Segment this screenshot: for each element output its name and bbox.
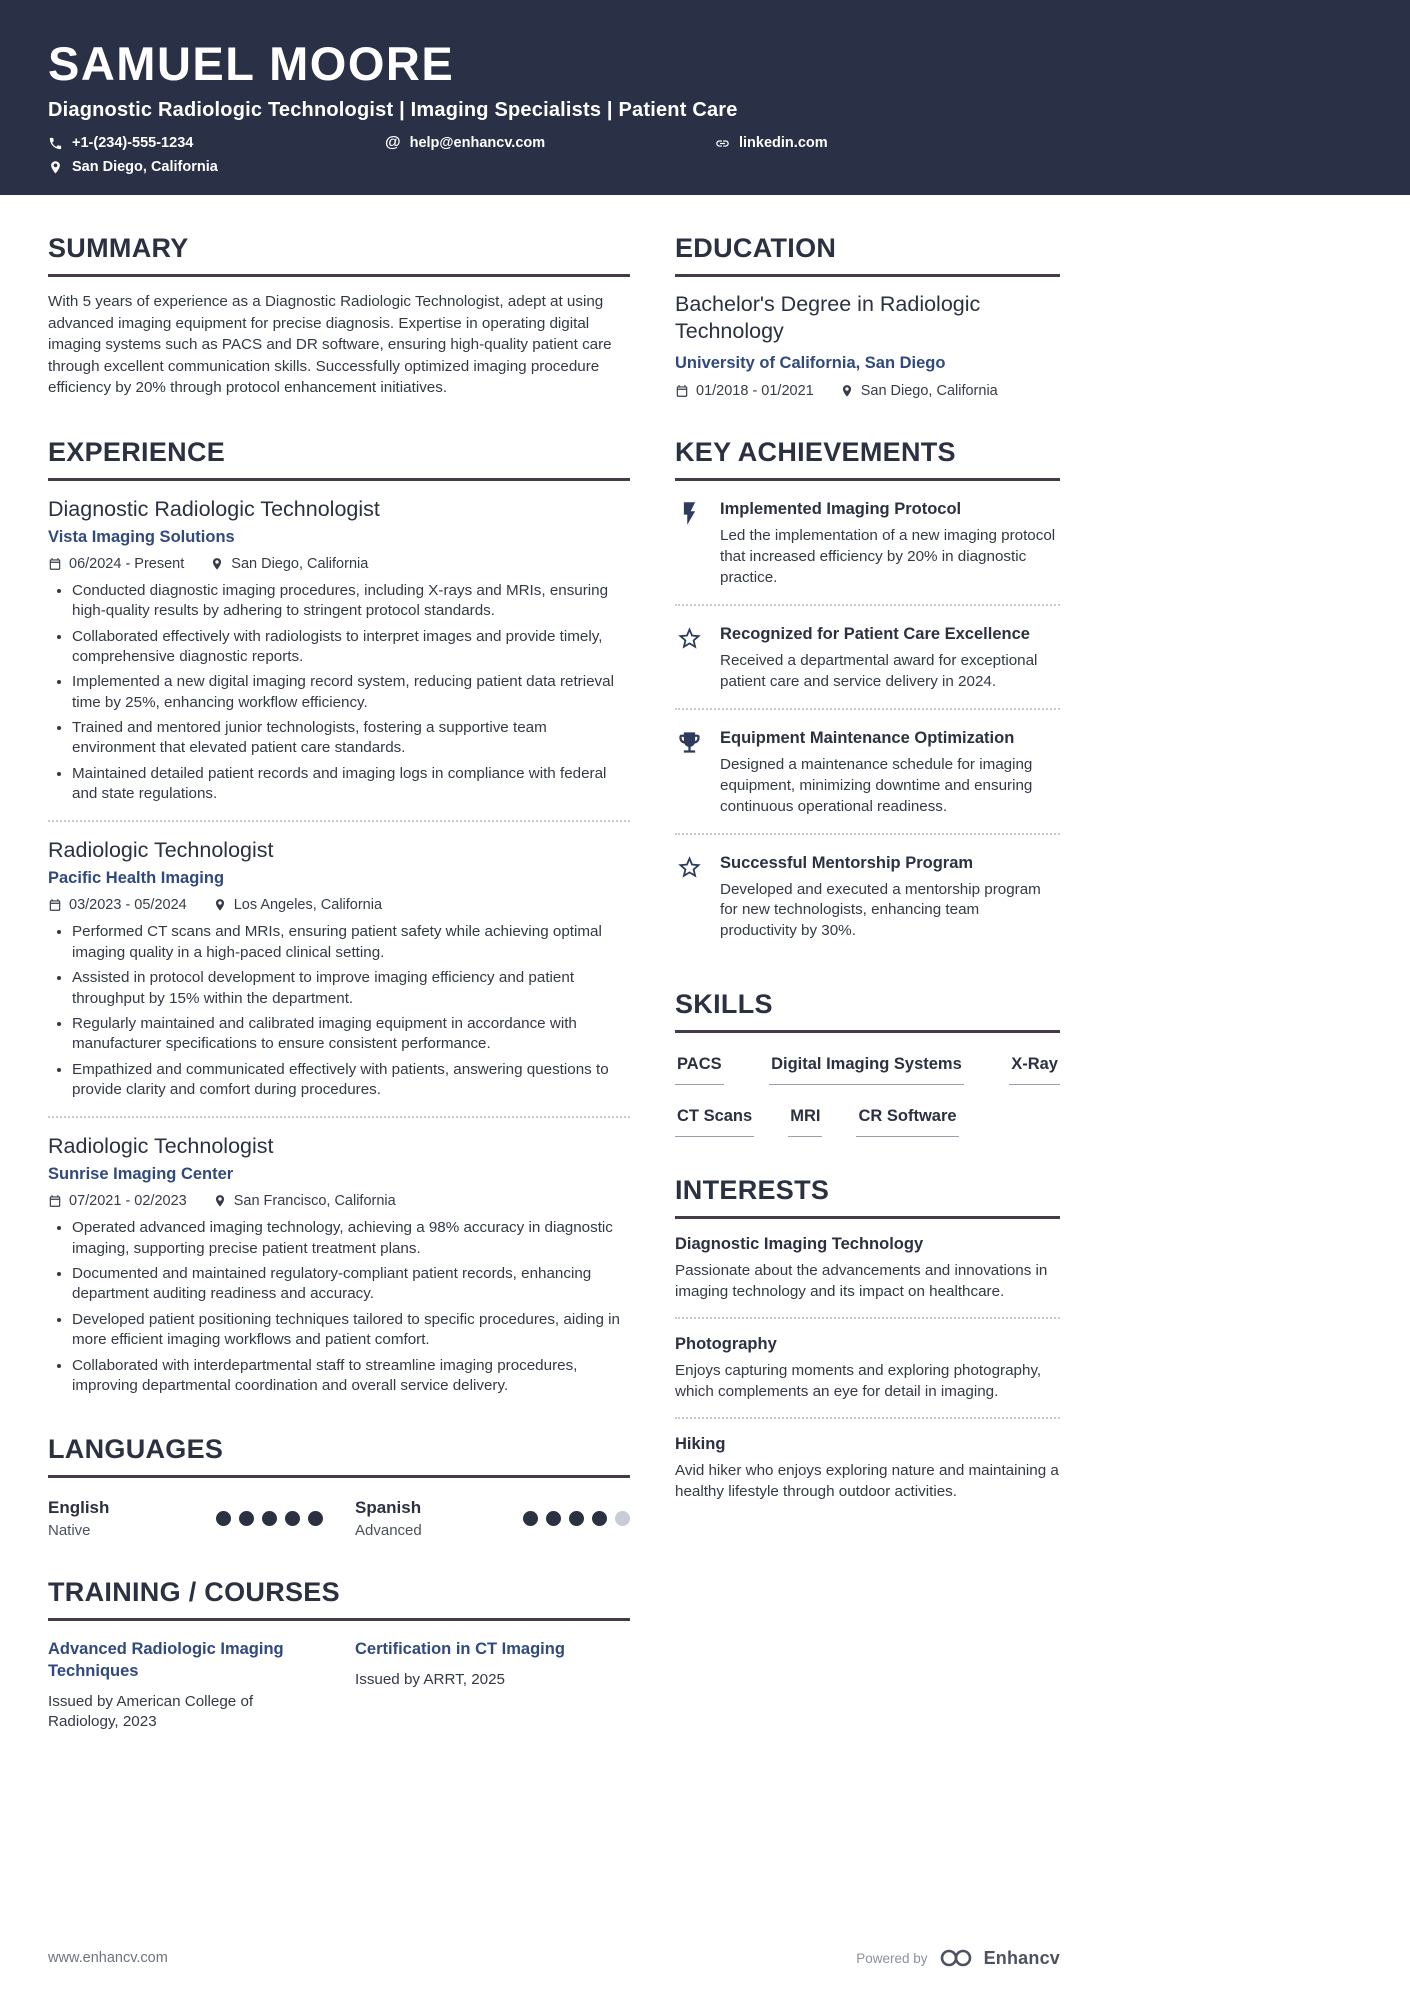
- job-title: Radiologic Technologist: [48, 838, 274, 863]
- dotted-divider: [675, 708, 1060, 710]
- email-address[interactable]: help@enhancv.com: [409, 135, 546, 151]
- job-meta: [48, 897, 630, 913]
- courses-list: [48, 1639, 630, 1733]
- achievement-text: Received a departmental award for exceptional patient care and service delivery in 2024.: [720, 651, 1038, 690]
- trophy-icon: [675, 729, 703, 818]
- education-meta: [675, 383, 1060, 399]
- job-bullets: [48, 581, 630, 805]
- languages-section: [48, 1434, 630, 1539]
- skill-item: CT Scans: [675, 1107, 754, 1137]
- course-issuer: Issued by American College of Radiology, 2023: [48, 1692, 254, 1731]
- language-name: English: [48, 1498, 110, 1518]
- achievement-title: Equipment Maintenance Optimization: [720, 728, 1015, 747]
- experience-heading: EXPERIENCE: [48, 437, 630, 481]
- link-icon: [715, 136, 730, 151]
- contact-row: [48, 135, 1060, 175]
- job-meta: [48, 1193, 630, 1209]
- interest-item: [675, 1327, 1060, 1409]
- job-dates: [48, 1193, 187, 1209]
- company-name: Sunrise Imaging Center: [48, 1165, 234, 1184]
- header: [0, 0, 1410, 195]
- skill-item: Digital Imaging Systems: [769, 1055, 964, 1085]
- candidate-title: Diagnostic Radiologic Technologist | Imaging Specialists | Patient Care: [48, 99, 738, 121]
- job-location: [213, 1193, 396, 1209]
- job-bullet: • Performed CT scans and MRIs, ensuring patient safety while achieving optimal imaging quality in a high-paced clinical setting.: [72, 922, 630, 963]
- course-issuer: Issued by ARRT, 2025: [355, 1671, 505, 1688]
- company-name: Vista Imaging Solutions: [48, 527, 235, 546]
- job-bullets: [48, 1218, 630, 1396]
- job-title: Diagnostic Radiologic Technologist: [48, 496, 380, 521]
- education-section: [675, 233, 1060, 399]
- job-bullet: • Empathized and communicated effectively with patients, answering questions to provide clarity and comfort during procedures.: [72, 1060, 630, 1101]
- job-bullet: • Trained and mentored junior technologists, fostering a supportive team environment that elevated patient care standards.: [72, 718, 630, 759]
- job-meta: [48, 556, 630, 572]
- company-name: Pacific Health Imaging: [48, 869, 225, 888]
- job-title: Radiologic Technologist: [48, 1134, 274, 1159]
- skill-item: PACS: [675, 1055, 724, 1085]
- candidate-name: SAMUEL MOORE: [48, 37, 455, 90]
- job-location-text: San Francisco, California: [233, 1193, 396, 1210]
- email[interactable]: [385, 135, 715, 151]
- star-icon: [675, 625, 703, 693]
- pin-icon: [213, 898, 227, 912]
- languages-list: [48, 1498, 630, 1539]
- powered-by: [856, 1947, 1060, 1969]
- calendar-icon: [675, 384, 689, 398]
- education-dates: [675, 383, 814, 399]
- interest-item: [675, 1427, 1060, 1509]
- right-column: [675, 195, 1060, 1733]
- language-item: [48, 1498, 323, 1539]
- job-location: [210, 556, 368, 572]
- dotted-divider: [675, 1317, 1060, 1319]
- interests-section: [675, 1175, 1060, 1509]
- interest-title: Photography: [675, 1335, 777, 1354]
- job-dates: [48, 556, 184, 572]
- achievement-text: Designed a maintenance schedule for imaging equipment, minimizing downtime and ensuring continuous operational readiness.: [720, 755, 1033, 815]
- lightning-icon: [675, 500, 703, 589]
- job-bullet: • Operated advanced imaging technology, achieving a 98% accuracy in diagnostic imaging, supporting precise patient treatment plans.: [72, 1218, 630, 1259]
- education-dates-text: 01/2018 - 01/2021: [696, 382, 814, 399]
- education-heading: EDUCATION: [675, 233, 1060, 277]
- achievement-item: [675, 495, 1060, 598]
- job-location-text: San Diego, California: [231, 555, 369, 572]
- summary-text: With 5 years of experience as a Diagnostic Radiologic Technologist, adept at using advanced imaging equipment for precise diagnosis. Expertise in operating digital imaging systems such as PACS and DR software, ensuring high-quality patient care through excellent communication skills. Successfully optimized imaging procedure efficiency by 20% through protocol enhancement initiatives.: [48, 293, 612, 397]
- profile-link[interactable]: [715, 135, 1060, 151]
- dotted-divider: [675, 604, 1060, 606]
- at-icon: @: [385, 134, 401, 151]
- achievements-section: [675, 437, 1060, 952]
- skill-item: MRI: [788, 1107, 822, 1137]
- calendar-icon: [48, 557, 62, 571]
- skills-heading: SKILLS: [675, 989, 1060, 1033]
- interest-text: Avid hiker who enjoys exploring nature and maintaining a healthy lifestyle through outdoor activities.: [675, 1462, 1059, 1501]
- summary-heading: SUMMARY: [48, 233, 630, 277]
- enhancv-brand-name: Enhancv: [983, 1947, 1060, 1968]
- education-location: [840, 383, 998, 399]
- achievement-item: [675, 716, 1060, 827]
- interest-title: Diagnostic Imaging Technology: [675, 1235, 924, 1254]
- pin-icon: [213, 1194, 227, 1208]
- job-bullet: • Conducted diagnostic imaging procedures, including X-rays and MRIs, ensuring high-quality results by adhering to stringent protocol standards.: [72, 581, 630, 622]
- pin-icon: [840, 384, 854, 398]
- training-heading: TRAINING / COURSES: [48, 1577, 630, 1621]
- dotted-divider: [675, 1417, 1060, 1419]
- location: [48, 159, 385, 175]
- job-bullet: • Collaborated effectively with radiologists to interpret images and provide timely, comprehensive diagnostic reports.: [72, 627, 630, 668]
- language-proficiency-dots: [523, 1511, 630, 1526]
- dotted-divider: [675, 833, 1060, 835]
- enhancv-website-link[interactable]: www.enhancv.com: [48, 1950, 168, 1966]
- pin-icon: [210, 557, 224, 571]
- experience-item: [48, 1134, 630, 1396]
- achievement-text: Led the implementation of a new imaging protocol that increased efficiency by 20% in diagnostic practice.: [720, 526, 1056, 586]
- achievement-title: Implemented Imaging Protocol: [720, 499, 962, 518]
- course-title: Advanced Radiologic Imaging Techniques: [48, 1640, 284, 1680]
- language-level: Advanced: [355, 1522, 422, 1540]
- language-item: [355, 1498, 630, 1539]
- calendar-icon: [48, 1194, 62, 1208]
- job-bullets: [48, 922, 630, 1100]
- languages-heading: LANGUAGES: [48, 1434, 630, 1478]
- job-bullet: • Maintained detailed patient records and imaging logs in compliance with federal and state regulations.: [72, 764, 630, 805]
- job-bullet: • Implemented a new digital imaging record system, reducing patient data retrieval time by 25%, enhancing workflow efficiency.: [72, 672, 630, 713]
- achievement-item: [675, 841, 1060, 952]
- interest-item: [675, 1233, 1060, 1309]
- job-bullet: • Documented and maintained regulatory-compliant patient records, enhancing department auditing readiness and accuracy.: [72, 1264, 630, 1305]
- phone-icon: [48, 136, 63, 151]
- skill-item: CR Software: [856, 1107, 958, 1137]
- job-dates-text: 06/2024 - Present: [69, 555, 185, 572]
- dotted-divider: [48, 820, 630, 822]
- location-text: San Diego, California: [72, 159, 218, 175]
- degree-title: Bachelor's Degree in Radiologic Technology: [675, 292, 981, 343]
- powered-by-label: Powered by: [856, 1950, 928, 1966]
- achievement-text: Developed and executed a mentorship program for new technologists, enhancing team productivity by 30%.: [720, 880, 1041, 940]
- job-bullet: • Regularly maintained and calibrated imaging equipment in accordance with manufacturer specifications to ensure consistent performance.: [72, 1014, 630, 1055]
- job-dates-text: 07/2021 - 02/2023: [69, 1193, 187, 1210]
- skills-row: [675, 1055, 1060, 1085]
- job-bullet: • Collaborated with interdepartmental staff to streamline imaging procedures, improving departmental coordination and overall service delivery.: [72, 1356, 630, 1397]
- training-section: [48, 1577, 630, 1733]
- achievements-heading: KEY ACHIEVEMENTS: [675, 437, 1060, 481]
- course-item: [355, 1639, 630, 1733]
- pin-icon: [48, 160, 63, 175]
- job-dates: [48, 897, 187, 913]
- job-dates-text: 03/2023 - 05/2024: [69, 897, 187, 914]
- course-title: Certification in CT Imaging: [355, 1640, 565, 1659]
- job-location-text: Los Angeles, California: [233, 897, 383, 914]
- education-location-text: San Diego, California: [860, 382, 998, 399]
- achievement-item: [675, 612, 1060, 702]
- phone-number: +1-(234)-555-1234: [72, 135, 194, 151]
- language-level: Native: [48, 1522, 91, 1540]
- job-bullet: • Assisted in protocol development to improve imaging efficiency and patient throughput by 15% within the department.: [72, 968, 630, 1009]
- school-name: University of California, San Diego: [675, 353, 946, 372]
- left-column: [48, 195, 630, 1733]
- enhancv-logo-icon: [939, 1947, 973, 1969]
- skills-row: [675, 1107, 1060, 1137]
- skills-section: [675, 989, 1060, 1137]
- achievement-title: Recognized for Patient Care Excellence: [720, 624, 1030, 643]
- page-footer: [48, 1947, 1060, 1969]
- course-item: [48, 1639, 323, 1733]
- experience-item: [48, 497, 630, 805]
- dotted-divider: [48, 1116, 630, 1118]
- summary-section: [48, 233, 630, 399]
- main-content: [0, 195, 1410, 1733]
- interest-text: Passionate about the advancements and innovations in imaging technology and its impact on healthcare.: [675, 1262, 1048, 1301]
- skill-item: X-Ray: [1009, 1055, 1060, 1085]
- calendar-icon: [48, 898, 62, 912]
- job-bullet: • Developed patient positioning techniques tailored to specific procedures, aiding in more efficient imaging workflows and patient comfort.: [72, 1310, 630, 1351]
- experience-section: [48, 437, 630, 1396]
- achievement-title: Successful Mentorship Program: [720, 853, 974, 872]
- interests-heading: INTERESTS: [675, 1175, 1060, 1219]
- job-location: [213, 897, 382, 913]
- language-name: Spanish: [355, 1498, 422, 1518]
- interest-title: Hiking: [675, 1435, 726, 1454]
- profile-link-text[interactable]: linkedin.com: [739, 135, 828, 151]
- interest-text: Enjoys capturing moments and exploring photography, which complements an eye for detail in imaging.: [675, 1362, 1042, 1401]
- experience-item: [48, 838, 630, 1100]
- phone: [48, 135, 385, 151]
- language-proficiency-dots: [216, 1511, 323, 1526]
- star-icon: [675, 854, 703, 943]
